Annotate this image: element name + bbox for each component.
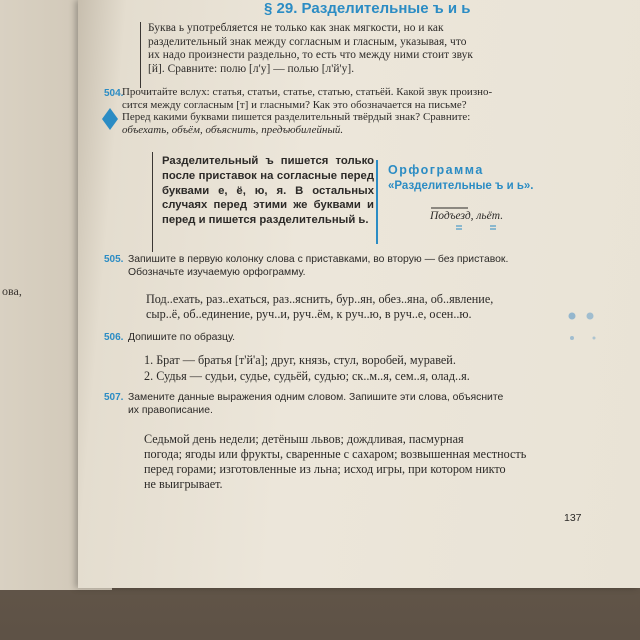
ex507-text-line: не выигрывает. xyxy=(144,477,223,491)
ink-stain-icon xyxy=(562,310,602,344)
page-number: 137 xyxy=(564,512,582,524)
exercise-507-task xyxy=(128,391,503,417)
exercise-number: 507. xyxy=(104,392,124,403)
section-title: § 29. Разделительные ъ и ь xyxy=(264,0,471,17)
exercise-506-task: Допишите по образцу. xyxy=(128,332,236,343)
intro-line: [й]. Сравните: полю [л'у] — полью [л'й'у]. xyxy=(148,62,355,75)
orfogramma-examples: Подъезд, льёт. xyxy=(430,210,504,222)
ex506-line: 1. Брат — братья [т'й'а]; друг, князь, стул, воробей, муравей. xyxy=(144,353,456,367)
exercise-504-text xyxy=(122,86,492,136)
exercise-505-task xyxy=(128,253,508,279)
rule-box-text: Разделительный ъ пишется только после приставок на согласные перед буквами е, ё, ю, я. В остальных случаях перед этими же буквами и перед и пишется разделительный ь. xyxy=(162,155,374,227)
ex507-line: их правописание. xyxy=(128,405,213,416)
ex504-line: объехать, объём, объяснить, предъюбилейный. xyxy=(122,123,344,136)
intro-line: разделительный знак между согласным и гласным, указывая, что xyxy=(148,35,467,48)
orfogramma-heading: Орфограмма xyxy=(388,163,484,177)
diamond-icon xyxy=(102,108,118,130)
exercise-505-words xyxy=(146,292,493,322)
exercise-506-lines xyxy=(144,352,470,384)
ex506-line: 2. Судья — судьи, судье, судьёй, судью; ск..м..я, сем..я, олад..я. xyxy=(144,369,470,383)
ex504-line: Прочитайте вслух: статья, статьи, статье, статью, статьёй. Какой звук произно- xyxy=(122,86,493,98)
left-page-fragment: ова, xyxy=(2,284,22,298)
exercise-number: 506. xyxy=(104,332,124,343)
rule-box-left-line xyxy=(152,152,153,252)
orfogramma-subtitle: «Разделительные ъ и ь». xyxy=(388,180,534,192)
orthogram-marks xyxy=(428,202,518,232)
book-page xyxy=(78,0,640,588)
ex505-words-line: Под..ехать, раз..ехаться, раз..яснить, бур..ян, обез..яна, об..явление, xyxy=(146,292,494,306)
ex505-line: Запишите в первую колонку слова с приставками, во вторую — без приставок. xyxy=(128,254,509,265)
ex504-line: сится между согласным [т] и гласными? Как это обозначается на письме? xyxy=(122,98,467,111)
intro-line: их надо произнести раздельно, то есть что между ними стоит звук xyxy=(148,49,473,61)
ex505-words-line: сыр..ё, об..единение, руч..и, руч..ём, к руч..ю, в руч..е, осен..ю. xyxy=(146,307,472,321)
ex507-text-line: погода; ягоды или фрукты, сваренные с сахаром; возвышенная местность xyxy=(144,447,527,461)
intro-text xyxy=(148,22,618,76)
exercise-number: 504. xyxy=(104,88,124,99)
intro-line: Буква ь употребляется не только как знак мягкости, но и как xyxy=(148,22,444,34)
ex507-text-line: перед горами; изготовленные из льна; исход игры, при котором никто xyxy=(144,462,506,476)
intro-rule-line xyxy=(140,22,141,88)
ex504-line: Перед какими буквами пишется разделительный твёрдый знак? Сравните: xyxy=(122,111,471,124)
orfogramma-divider xyxy=(376,160,378,244)
exercise-507-text xyxy=(144,432,526,492)
ex507-text-line: Седьмой день недели; детёныш львов; дождливая, пасмурная xyxy=(144,432,464,446)
exercise-number: 505. xyxy=(104,254,124,265)
ex505-line: Обозначьте изучаемую орфограмму. xyxy=(128,267,306,278)
ex507-line: Замените данные выражения одним словом. Запишите эти слова, объясните xyxy=(128,392,504,403)
